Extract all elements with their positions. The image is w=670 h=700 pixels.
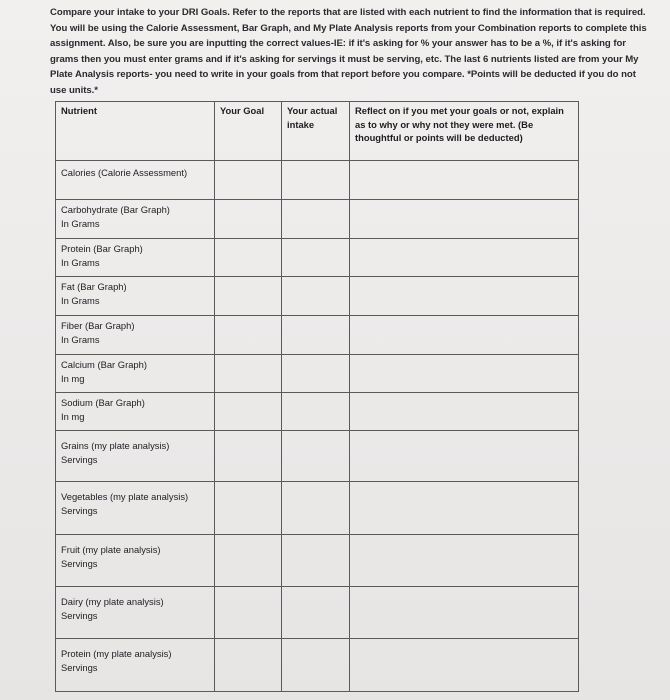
nutrient-unit: In mg [61, 410, 85, 422]
header-actual-intake: Your actual intake [282, 102, 350, 161]
reflection-cell[interactable] [350, 239, 579, 277]
instructions-text: Compare your intake to your DRI Goals. Refer to the reports that are listed with each nutrient to find the information that is required. You will be using the Calorie Assessment, Bar Graph, and My Plate Analysis reports from your Combination reports to complete this assignment. Also, be sure you are inputting the correct values-IE: if it's asking for % your answer has to be a %, if it's asking for grams then you must enter grams and if it's asking for servings it must be serving, etc. The last 6 nutrients listed are from your My Plate Analysis reports- you need to write in your goals from that report before you compare. *Points will be deducted if you do not use units.* [50, 7, 647, 96]
nutrient-name: Protein (my plate analysis) [61, 648, 172, 659]
nutrient-cell [56, 239, 215, 277]
nutrient-unit: In Grams [61, 294, 100, 306]
goal-cell[interactable] [215, 639, 282, 692]
nutrient-name: Fruit (my plate analysis) [61, 544, 161, 555]
nutrient-unit: Servings [61, 504, 98, 516]
intake-cell[interactable] [282, 482, 350, 535]
intake-cell[interactable] [282, 355, 350, 393]
table-row [56, 277, 579, 316]
intake-cell[interactable] [282, 239, 350, 277]
header-nutrient: Nutrient [56, 102, 215, 161]
intake-cell[interactable] [282, 277, 350, 316]
table-row [56, 200, 579, 239]
nutrient-name: Sodium (Bar Graph) [61, 397, 145, 408]
table-row [56, 639, 579, 692]
goal-cell[interactable] [215, 200, 282, 239]
intake-cell[interactable] [282, 393, 350, 431]
nutrient-cell [56, 587, 215, 639]
table-row [56, 316, 579, 355]
table-row [56, 431, 579, 482]
table-row [56, 535, 579, 587]
reflection-cell[interactable] [350, 161, 579, 200]
reflection-cell[interactable] [350, 535, 579, 587]
nutrient-cell [56, 316, 215, 355]
nutrient-name: Dairy (my plate analysis) [61, 596, 164, 607]
nutrient-unit: Servings [61, 661, 98, 673]
goal-cell[interactable] [215, 393, 282, 431]
reflection-cell[interactable] [350, 200, 579, 239]
intake-cell[interactable] [282, 200, 350, 239]
nutrient-unit: Servings [61, 557, 98, 569]
nutrient-cell [56, 482, 215, 535]
dri-comparison-table [55, 101, 579, 692]
nutrient-cell [56, 393, 215, 431]
nutrient-cell [56, 431, 215, 482]
nutrient-unit: In mg [61, 372, 85, 384]
reflection-cell[interactable] [350, 355, 579, 393]
nutrient-cell [56, 535, 215, 587]
intake-cell[interactable] [282, 639, 350, 692]
goal-cell[interactable] [215, 482, 282, 535]
nutrient-cell [56, 355, 215, 393]
nutrient-name: Vegetables (my plate analysis) [61, 491, 189, 502]
nutrient-unit: In Grams [61, 256, 100, 268]
goal-cell[interactable] [215, 239, 282, 277]
table-row [56, 393, 579, 431]
header-your-goal: Your Goal [215, 102, 282, 161]
table-row [56, 239, 579, 277]
reflection-cell[interactable] [350, 431, 579, 482]
goal-cell[interactable] [215, 535, 282, 587]
nutrient-unit: Servings [61, 609, 98, 621]
reflection-cell[interactable] [350, 639, 579, 692]
intake-cell[interactable] [282, 316, 350, 355]
reflection-cell[interactable] [350, 393, 579, 431]
goal-cell[interactable] [215, 161, 282, 200]
header-reflect: Reflect on if you met your goals or not, explain as to why or why not they were met. (Be thoughtful or points will be deducted) [350, 102, 579, 161]
nutrient-name: Calcium (Bar Graph) [61, 359, 147, 370]
nutrient-unit: In Grams [61, 333, 100, 345]
nutrient-name: Fiber (Bar Graph) [61, 320, 135, 331]
nutrient-name: Fat (Bar Graph) [61, 281, 127, 292]
reflection-cell[interactable] [350, 587, 579, 639]
intake-cell[interactable] [282, 431, 350, 482]
nutrient-unit: Servings [61, 453, 98, 465]
nutrient-cell [56, 161, 215, 200]
intake-cell[interactable] [282, 587, 350, 639]
nutrient-name: Protein (Bar Graph) [61, 243, 143, 254]
nutrient-unit: In Grams [61, 217, 100, 229]
goal-cell[interactable] [215, 431, 282, 482]
nutrient-cell [56, 200, 215, 239]
intake-cell[interactable] [282, 535, 350, 587]
table-row [56, 482, 579, 535]
reflection-cell[interactable] [350, 482, 579, 535]
table-row [56, 161, 579, 200]
nutrient-name: Carbohydrate (Bar Graph) [61, 204, 170, 215]
goal-cell[interactable] [215, 316, 282, 355]
nutrient-cell [56, 277, 215, 316]
reflection-cell[interactable] [350, 316, 579, 355]
goal-cell[interactable] [215, 355, 282, 393]
goal-cell[interactable] [215, 277, 282, 316]
nutrient-name: Grains (my plate analysis) [61, 440, 170, 451]
table-row [56, 355, 579, 393]
table-header-row [56, 102, 579, 161]
goal-cell[interactable] [215, 587, 282, 639]
intake-cell[interactable] [282, 161, 350, 200]
nutrient-name: Calories (Calorie Assessment) [61, 167, 188, 178]
table-row [56, 587, 579, 639]
reflection-cell[interactable] [350, 277, 579, 316]
nutrient-cell [56, 639, 215, 692]
